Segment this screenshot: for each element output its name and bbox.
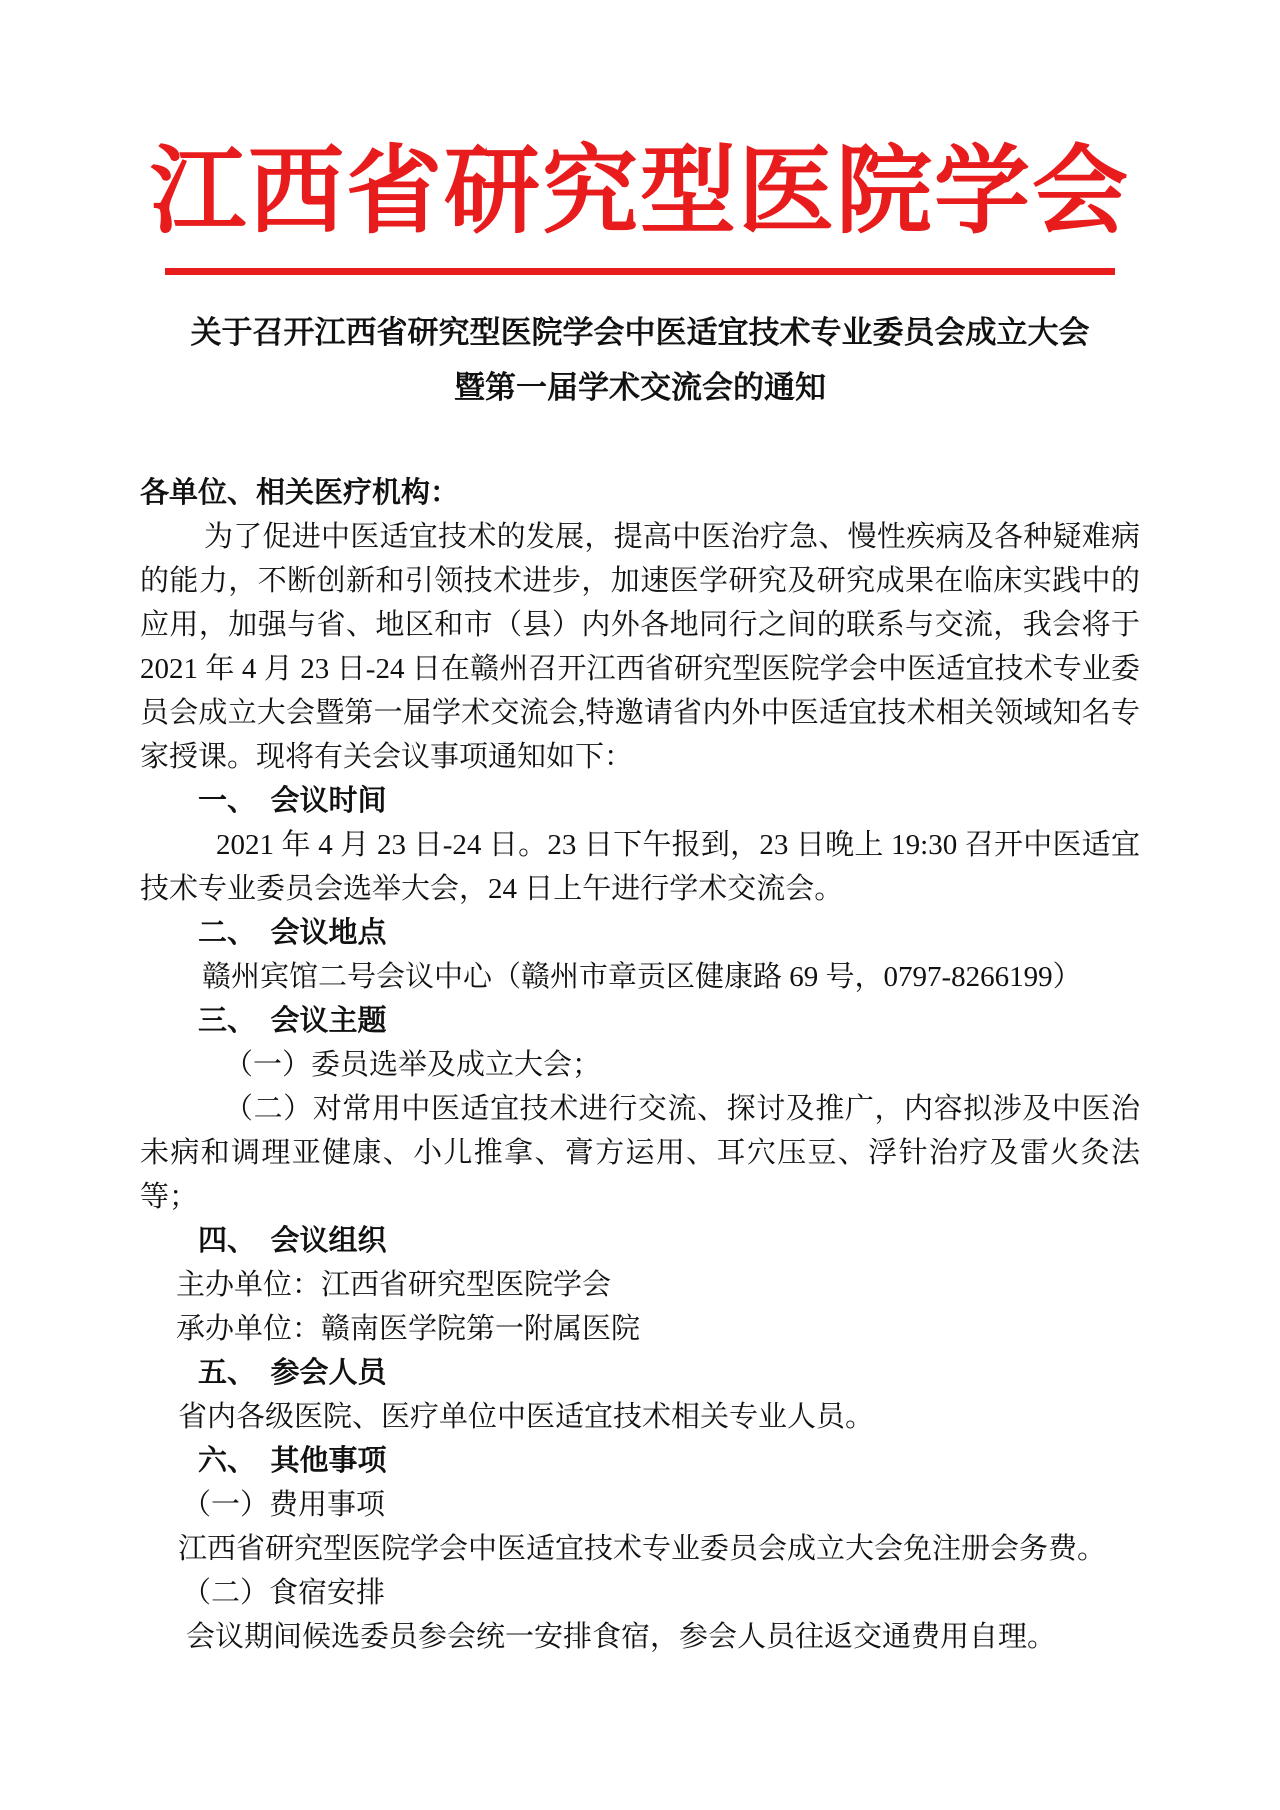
section-heading-meeting-venue: 二、 会议地点 bbox=[198, 917, 387, 949]
document-body bbox=[140, 471, 1140, 1659]
document-title-line-2: 暨第一届学术交流会的通知 bbox=[454, 370, 826, 405]
organization-title: 江西省研究型医院学会 bbox=[150, 138, 1130, 245]
organizer-unit-line: 承办单位：赣南医学院第一附属医院 bbox=[176, 1313, 641, 1345]
section-heading-meeting-topics: 三、 会议主题 bbox=[198, 1005, 387, 1037]
masthead bbox=[0, 0, 1280, 275]
lodging-paragraph: 会议期间候选委员参会统一安排食宿，参会人员往返交通费用自理。 bbox=[186, 1621, 1057, 1653]
fee-paragraph: 江西省研究型医院学会中医适宜技术专业委员会成立大会免注册会务费。 bbox=[178, 1533, 1107, 1565]
document-title-line-1: 关于召开江西省研究型医院学会中医适宜技术专业委员会成立大会 bbox=[190, 315, 1090, 350]
meeting-time-paragraph: 2021 年 4 月 23 日-24 日。23 日下午报到，23 日晚上 19:30 召开中医适宜技术专业委员会选举大会，24 日上午进行学术交流会。 bbox=[140, 829, 1140, 905]
section-heading-other-matters: 六、 其他事项 bbox=[198, 1445, 387, 1477]
document-title bbox=[0, 305, 1280, 415]
fee-matters-subheading: （一）费用事项 bbox=[182, 1489, 386, 1521]
masthead-rule bbox=[165, 268, 1115, 275]
topic-item-1: （一）委员选举及成立大会； bbox=[224, 1049, 602, 1081]
section-heading-meeting-time: 一、 会议时间 bbox=[198, 785, 387, 817]
host-unit-line: 主办单位：江西省研究型医院学会 bbox=[176, 1269, 612, 1301]
participants-paragraph: 省内各级医院、医疗单位中医适宜技术相关专业人员。 bbox=[178, 1401, 875, 1433]
section-heading-participants: 五、 参会人员 bbox=[198, 1357, 387, 1389]
intro-paragraph: 为了促进中医适宜技术的发展，提高中医治疗急、慢性疾病及各种疑难病的能力，不断创新和引领技术进步，加速医学研究及研究成果在临床实践中的应用，加强与省、地区和市（县）内外各地同行之间的联系与交流，我会将于 2021 年 4 月 23 日-24 日在赣州召开江西省研究型医院学会中医适宜技术专业委员会成立大会暨第一届学术交流会,特邀请省内外中医适宜技术相关领域知名专家授课。现将有关会议事项通知如下： bbox=[140, 521, 1140, 773]
lodging-subheading: （二）食宿安排 bbox=[182, 1577, 386, 1609]
topic-item-2: （二）对常用中医适宜技术进行交流、探讨及推广，内容拟涉及中医治未病和调理亚健康、小儿推拿、膏方运用、耳穴压豆、浮针治疗及雷火灸法等； bbox=[140, 1093, 1140, 1213]
section-heading-meeting-organization: 四、 会议组织 bbox=[198, 1225, 387, 1257]
salutation: 各单位、相关医疗机构： bbox=[140, 477, 460, 509]
meeting-venue-paragraph: 赣州宾馆二号会议中心（赣州市章贡区健康路 69 号，0797-8266199） bbox=[202, 961, 1082, 993]
